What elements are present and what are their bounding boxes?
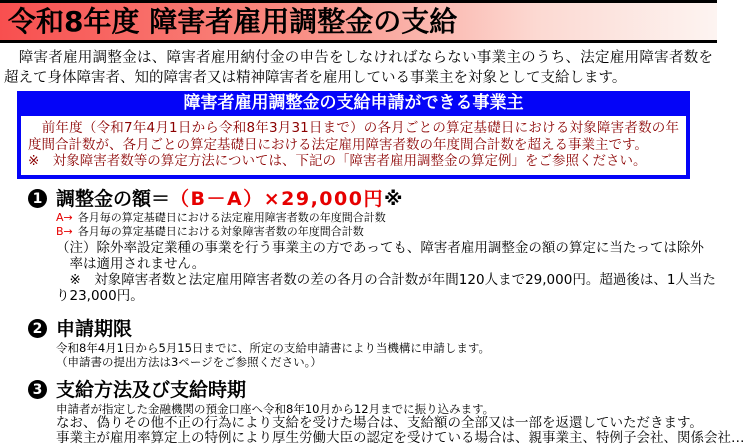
section-3-body bbox=[28, 401, 745, 447]
section-2-body bbox=[28, 341, 717, 369]
definition-row-a bbox=[56, 211, 717, 226]
deadline-line: 令和8年4月1日から5月15日までに、所定の支給申請書により当機構に申請します。 bbox=[56, 340, 490, 355]
eligibility-body-text: 前年度（令和7年4月1日から令和8年3月31日まで）の各月ごとの算定基礎日における対象障害者数の年度間合計数が、各月ごとの算定基礎日における法定雇用障害者数の年度間合計数を超える事業主です。 bbox=[28, 120, 679, 153]
section-2-title: 申請期限 bbox=[56, 317, 133, 340]
section-2-heading bbox=[28, 317, 717, 341]
section-1-number-badge: 1 bbox=[28, 189, 47, 208]
section-adjustment-amount bbox=[0, 187, 717, 304]
intro-paragraph: 障害者雇用調整金は、障害者雇用納付金の申告をしなければならない事業主のうち、法定雇用障害者数を超えて身体障害者、知的障害者又は精神障害者を雇用している事業主を対象として支給します。 bbox=[4, 50, 713, 86]
section-3-title: 支給方法及び支給時期 bbox=[56, 378, 247, 401]
definition-a-prefix: A→ bbox=[56, 210, 73, 224]
amount-cap-note: ※ 対象障害者数と法定雇用障害者数の差の各月の合計数が年間120人まで29,000円。超過後は、1人当たり23,000円。 bbox=[56, 271, 716, 304]
eligibility-panel bbox=[17, 91, 690, 179]
section-1-title bbox=[56, 187, 402, 211]
section-1-heading bbox=[28, 187, 717, 211]
submission-reference-line: （申請書の提出方法は3ページをご参照ください。） bbox=[56, 354, 322, 369]
fraud-return-line: なお、偽りその他不正の行為により支給を受けた場合は、支給額の全部又は一部を返還していただきます。 bbox=[56, 414, 703, 431]
formula-label: 調整金の額＝ bbox=[56, 187, 171, 210]
section-1-body bbox=[28, 211, 717, 304]
definition-b-text: 各月毎の算定基礎日における対象障害者数の年度間合計数 bbox=[77, 225, 364, 238]
title-bar bbox=[0, 0, 717, 43]
section-3-number-badge: 3 bbox=[28, 380, 47, 399]
truncated-bottom-line: 事業主が雇用率算定上の特例により厚生労働大臣の認定を受けている場合は、親事業主、特例子会社、関係会社… bbox=[56, 430, 745, 446]
section-application-deadline bbox=[0, 317, 717, 369]
section-payment-method bbox=[0, 378, 745, 447]
formula-expression: （B－A）×29,000円 bbox=[170, 187, 384, 210]
exclusion-rate-note: （注）除外率設定業種の事業を行う事業主の方であっても、障害者雇用調整金の額の算定に当たっては除外率は適用されません。 bbox=[56, 239, 704, 272]
section-3-heading bbox=[28, 378, 717, 402]
eligibility-panel-body bbox=[21, 116, 686, 175]
section-2-number-badge: 2 bbox=[28, 319, 47, 338]
eligibility-panel-heading: 障害者雇用調整金の支給申請ができる事業主 bbox=[183, 93, 524, 113]
formula-asterisk: ※ bbox=[383, 187, 403, 210]
payment-transfer-line: 申請者が指定した金融機関の預金口座へ令和8年10月から12月までに振り込みます。 bbox=[56, 401, 495, 416]
definition-a-text: 各月毎の算定基礎日における法定雇用障害者数の年度間合計数 bbox=[77, 210, 386, 224]
page-title: 令和8年度 障害者雇用調整金の支給 bbox=[8, 4, 458, 38]
eligibility-note-text: ※ 対象障害者数等の算定方法については、下記の「障害者雇用調整金の算定例」をご参照ください。 bbox=[28, 153, 647, 169]
definition-row-b bbox=[56, 225, 717, 240]
definition-b-prefix: B→ bbox=[56, 225, 73, 238]
